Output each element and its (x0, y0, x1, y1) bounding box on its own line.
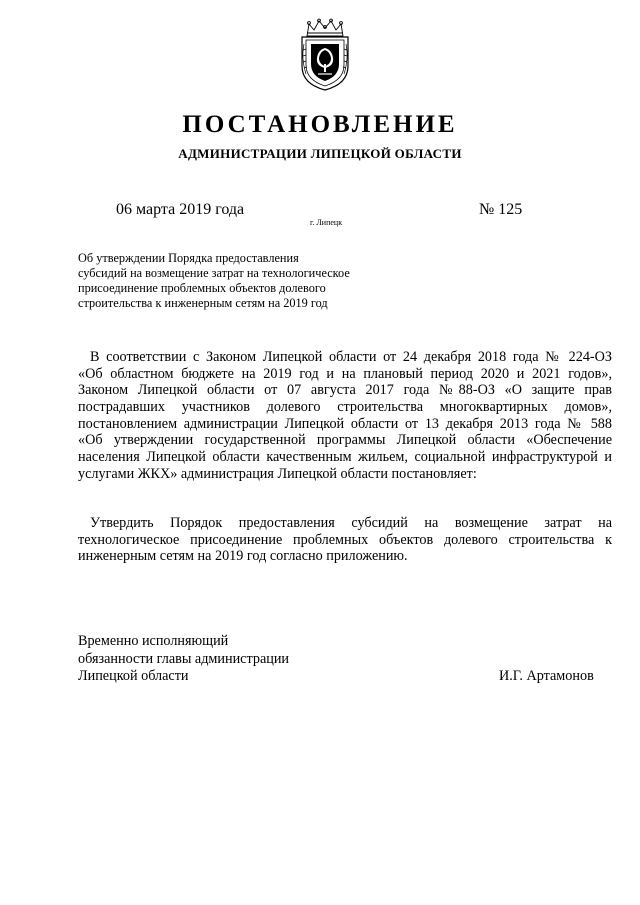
position-line: Липецкой области (78, 668, 189, 684)
position-line: Временно исполняющий (78, 633, 229, 649)
subject-line: субсидий на возмещение затрат на технологическое (78, 266, 350, 280)
paragraph-line: Утвердить Порядок предоставления субсидий на возмещение затрат на (90, 515, 612, 531)
document-city: г. Липецк (310, 218, 343, 227)
paragraph-line: «Об областном бюджете на 2019 год и на плановый период 2020 и 2021 годов», (78, 365, 612, 382)
subject-line: присоединение проблемных объектов долевого (78, 281, 326, 295)
paragraph-line: населения Липецкой области качественным жильем, социальной инфраструктурой и (78, 449, 612, 466)
document-date: 06 марта 2019 года (116, 201, 245, 218)
preamble-paragraph (78, 349, 612, 483)
paragraph-line: инженерным сетям на 2019 год согласно приложению. (78, 548, 408, 565)
paragraph-line: технологическое присоединение проблемных объектов долевого строительства к (78, 531, 612, 548)
document-subject (78, 251, 378, 311)
paragraph-line: «Об утверждении государственной программы Липецкой области «Обеспечение (78, 432, 612, 449)
paragraph-line: постановлением администрации Липецкой области от 13 декабря 2013 года № 588 (78, 415, 612, 432)
document-title: ПОСТАНОВЛЕНИЕ (182, 111, 458, 138)
resolution-paragraph (78, 515, 612, 565)
paragraph-line: Законом Липецкой области от 07 августа 2017 года №88-ОЗ «О защите прав (78, 382, 612, 399)
signatory-position (78, 633, 289, 686)
subject-line: Об утверждении Порядка предоставления (78, 251, 299, 265)
paragraph-line: услугами ЖКХ» администрация Липецкой области постановляет: (78, 465, 477, 482)
document-number: № 125 (479, 201, 523, 218)
coat-of-arms-icon (298, 18, 352, 92)
paragraph-line: В соответствии с Законом Липецкой области от 24 декабря 2018 года № 224-ОЗ (90, 349, 612, 365)
document-issuer: АДМИНИСТРАЦИИ ЛИПЕЦКОЙ ОБЛАСТИ (178, 146, 462, 161)
subject-line: строительства к инженерным сетям на 2019 год (78, 296, 328, 310)
position-line: обязанности главы администрации (78, 650, 290, 667)
signatory-name: И.Г. Артамонов (499, 668, 594, 684)
paragraph-line: пострадавших участников долевого строительства многоквартирных домов», (78, 399, 612, 416)
